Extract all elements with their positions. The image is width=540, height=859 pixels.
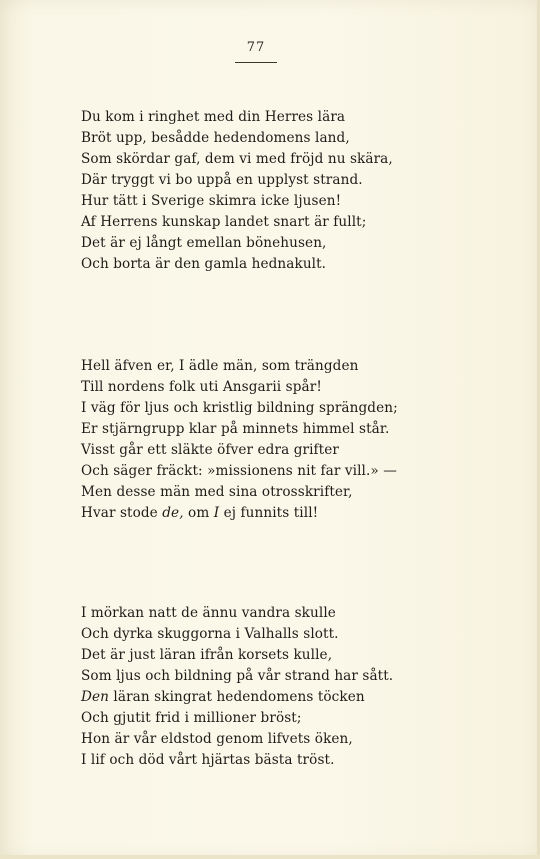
- verse-line: Och borta är den gamla hednakult.: [81, 256, 327, 272]
- stanza-1: [81, 107, 501, 275]
- verse-line: Som ljus och bildning på vår strand har sått.: [81, 668, 394, 684]
- verse-line: Det är just läran ifrån korsets kulle,: [81, 647, 333, 663]
- verse-line: Som skördar gaf, dem vi med fröjd nu skära,: [81, 151, 393, 167]
- verse-line: Och säger fräckt: »missionens nit far vill.» —: [81, 463, 397, 479]
- verse-line: [81, 687, 501, 708]
- verse-text: läran skingrat hedendomens töcken: [109, 689, 365, 705]
- emphasized-word: Den: [81, 689, 109, 705]
- stanza-2: [81, 356, 501, 524]
- page-number: 77: [246, 40, 266, 55]
- verse-line: Till nordens folk uti Ansgarii spår!: [81, 379, 322, 395]
- verse-text: ej funnits till!: [219, 505, 319, 521]
- verse-line: Men desse män med sina otrosskrifter,: [81, 484, 353, 500]
- verse-line: Visst går ett släkte öfver edra grifter: [81, 442, 339, 458]
- verse-line: Bröt upp, besådde hedendomens land,: [81, 130, 350, 146]
- page-edge-bottom: [0, 855, 540, 859]
- verse-line: Hon är vår eldstod genom lifvets öken,: [81, 731, 353, 747]
- verse-text: om: [183, 505, 214, 521]
- verse-text: Hvar stode: [81, 505, 163, 521]
- verse-line: Där tryggt vi bo uppå en upplyst strand.: [81, 172, 363, 188]
- verse-line: Hell äfven er, I ädle män, som trängden: [81, 358, 359, 374]
- verse-line: Det är ej långt emellan bönehusen,: [81, 235, 327, 251]
- stanza-3: [81, 603, 501, 771]
- verse-line: I mörkan natt de ännu vandra skulle: [81, 605, 336, 621]
- emphasized-word: de,: [162, 505, 184, 521]
- emphasized-word: I: [213, 505, 220, 521]
- verse-line: I lif och död vårt hjärtas bästa tröst.: [81, 752, 335, 768]
- verse-line: I väg för ljus och kristlig bildning sprängden;: [81, 400, 398, 416]
- verse-line: Af Herrens kunskap landet snart är fullt;: [81, 214, 367, 230]
- verse-line: Hur tätt i Sverige skimra icke ljusen!: [81, 193, 342, 209]
- verse-line: [81, 503, 501, 524]
- verse-line: Er stjärngrupp klar på minnets himmel står.: [81, 421, 390, 437]
- verse-line: Och dyrka skuggorna i Valhalls slott.: [81, 626, 339, 642]
- verse-line: Och gjutit frid i millioner bröst;: [81, 710, 302, 726]
- verse-line: Du kom i ringhet med din Herres lära: [81, 109, 346, 125]
- page-number-rule: [235, 62, 277, 63]
